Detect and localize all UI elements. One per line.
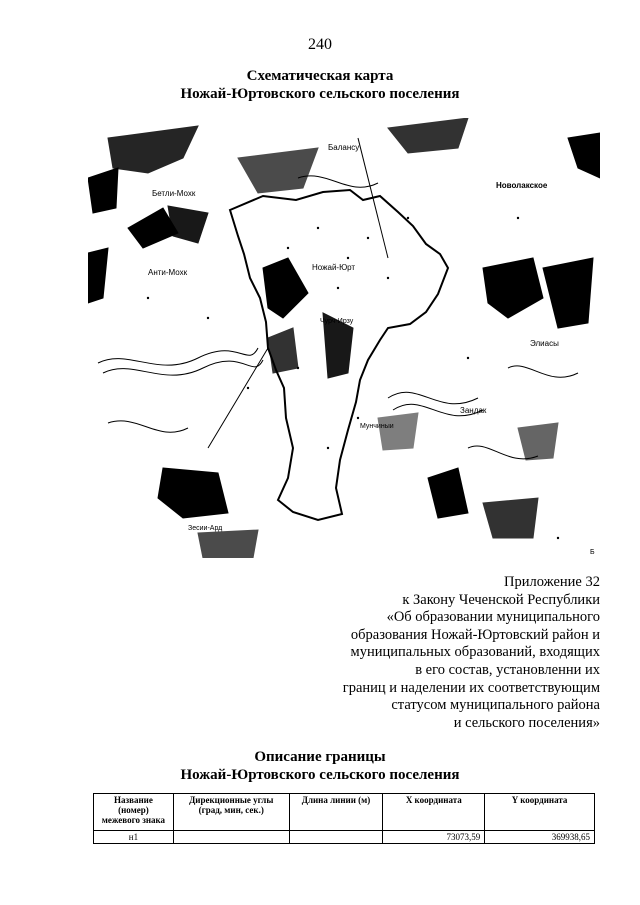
header-name: Название (номер) межевого знака	[94, 794, 174, 831]
appendix-line: к Закону Чеченской Республики	[402, 591, 600, 608]
label-novolakskoe: Новолакское	[496, 181, 548, 190]
label-church-irzu: Чурч-Ирзу	[320, 318, 354, 325]
cell-angle	[173, 831, 289, 844]
map-title-line1: Схематическая карта	[246, 68, 394, 84]
label-nozhai-yurt: Ножай-Юрт	[312, 263, 356, 272]
label-zandak: Зандак	[460, 406, 487, 415]
boundary-table	[93, 793, 595, 844]
table-header-row	[94, 794, 595, 831]
label-anti-mokh: Анти-Мохк	[148, 268, 188, 277]
map-title	[0, 67, 640, 103]
label-zesii-ard: Зесии-Ард	[188, 525, 223, 532]
appendix-line: и сельского поселения»	[453, 714, 600, 731]
description-title	[0, 748, 640, 784]
label-munchiny: Мунчиныи	[360, 423, 394, 430]
schematic-map	[88, 118, 600, 558]
label-corner: Б	[590, 549, 595, 556]
description-title-line2: Ножай-Юртовского сельского поселения	[180, 767, 460, 783]
appendix-line: «Об образовании муниципального	[386, 609, 600, 626]
cell-length	[289, 831, 383, 844]
table-row	[94, 831, 595, 844]
appendix-line: в его состав, установленни их	[415, 661, 600, 678]
label-balansu: Балансу	[328, 143, 360, 152]
header-length: Длина линии (м)	[289, 794, 383, 831]
page-number: 240	[308, 36, 332, 53]
appendix-line: Приложение 32	[504, 574, 600, 590]
appendix-line: образования Ножай-Юртовский район и	[350, 626, 600, 643]
map-title-line2: Ножай-Юртовского сельского поселения	[180, 86, 460, 102]
label-betli-mokh: Бетли-Мохк	[152, 189, 196, 198]
cell-x: 73073,59	[383, 831, 485, 844]
label-elyasy: Элиасы	[530, 339, 559, 348]
header-y: Y координата	[485, 794, 595, 831]
appendix-line: статусом муниципального района	[391, 697, 600, 714]
header-angles: Дирекционные углы (град, мин, сек.)	[173, 794, 289, 831]
appendix-line: границ и наделении их соответствующим	[342, 679, 600, 696]
cell-name: н1	[94, 831, 174, 844]
cell-y: 369938,65	[485, 831, 595, 844]
appendix-line: муниципальных образований, входящих	[350, 644, 600, 661]
header-x: X координата	[383, 794, 485, 831]
description-title-line1: Описание границы	[254, 749, 386, 765]
appendix-block	[260, 574, 600, 732]
